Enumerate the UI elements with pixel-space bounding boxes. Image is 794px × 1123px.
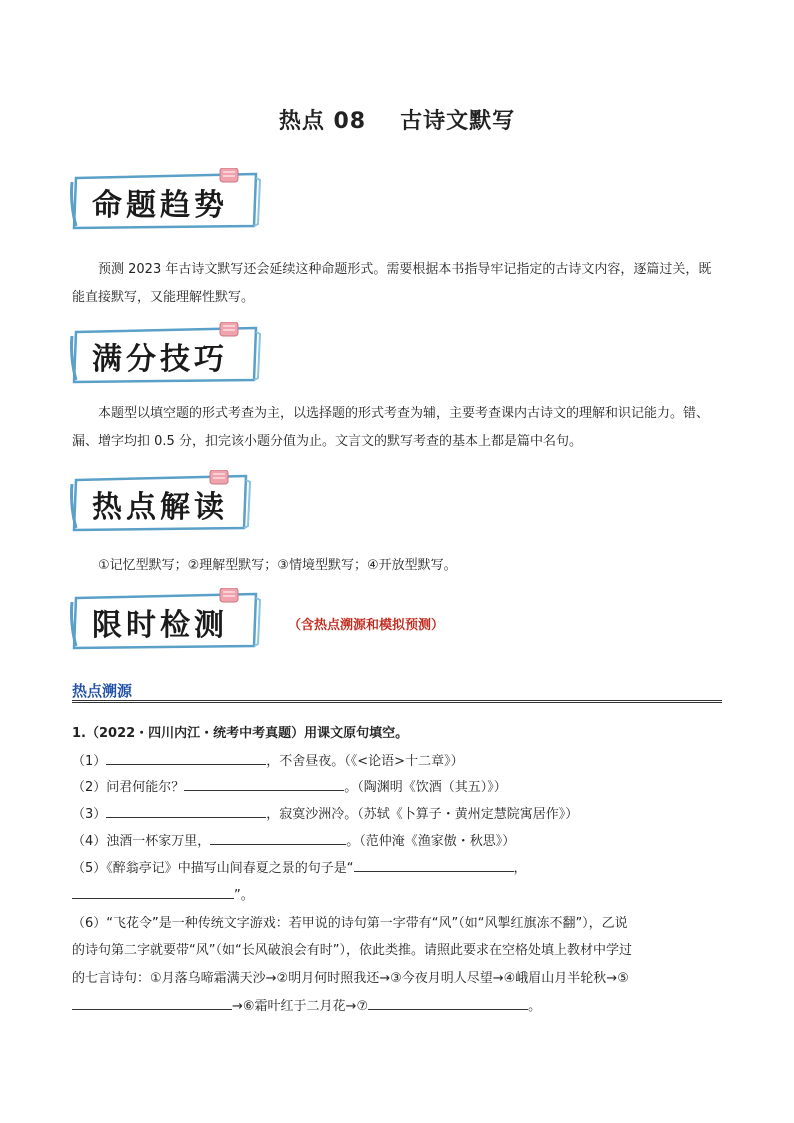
- q5-end: ”。: [234, 888, 254, 903]
- question-item-3: [72, 803, 578, 822]
- test-note: （含热点溯源和模拟预测）: [288, 618, 445, 633]
- q4-suffix: 。（范仲淹《渔家傲・秋思》）: [346, 834, 516, 849]
- q2-prefix: （2）问君何能尔？: [72, 780, 185, 795]
- title-part2: 古诗文默写: [400, 109, 516, 134]
- question-item-4: [72, 830, 515, 849]
- banner-skills: [70, 322, 260, 384]
- banner-test-label: 限时检测: [92, 608, 228, 643]
- question-item-6-line1: （6）“飞花令”是一种传统文字游戏：若甲说的诗句第一字带有“风”（如“风掣红旗冻不翻”），乙说: [72, 916, 628, 931]
- answer-blank[interactable]: [184, 777, 344, 791]
- question-item-6-line3: 的七言诗句：①月落乌啼霜满天沙→②明月何时照我还→③今夜月明人尽望→④峨眉山月半轮秋→⑤: [72, 971, 629, 986]
- section-divider: [72, 700, 722, 703]
- hotspot-text: ①记忆型默写；②理解型默写；③情境型默写；④开放型默写。: [98, 558, 457, 573]
- answer-blank[interactable]: [106, 804, 266, 818]
- banner-skills-label: 满分技巧: [92, 342, 228, 377]
- title-part1: 热点 08: [278, 109, 367, 134]
- banner-hotspot: [70, 470, 260, 532]
- q6-line4-mid: →⑥霜叶红于二月花→⑦: [232, 999, 369, 1014]
- question-item-6-line4: [72, 995, 541, 1014]
- question-item-5: [72, 857, 527, 876]
- question-item-5-cont: [72, 884, 254, 903]
- answer-blank[interactable]: [72, 996, 232, 1010]
- question-item-2: [72, 776, 507, 795]
- q6-line4-end: 。: [528, 999, 542, 1014]
- section-title: 热点溯源: [72, 682, 133, 700]
- trend-paragraph: 预测 2023 年古诗文默写还会延续这种命题形式。需要根据本书指导牢记指定的古诗文内容，逐篇过关，既能直接默写，又能理解性默写。: [72, 262, 712, 305]
- answer-blank[interactable]: [106, 751, 266, 765]
- q5-mid: ，: [513, 861, 527, 876]
- banner-trend-label: 命题趋势: [92, 188, 228, 223]
- answer-blank[interactable]: [210, 831, 346, 845]
- q1-suffix: ，不舍昼夜。（《<论语>十二章》）: [266, 754, 464, 769]
- q4-prefix: （4）浊酒一杯家万里，: [72, 834, 211, 849]
- q3-prefix: （3）: [72, 807, 107, 822]
- banner-test: [70, 588, 260, 650]
- q5-prefix: （5）《醉翁亭记》中描写山间春夏之景的句子是“: [72, 861, 354, 876]
- question-title: 1.（2022・四川内江・统考中考真题）用课文原句填空。: [72, 726, 409, 741]
- q1-prefix: （1）: [72, 754, 107, 769]
- skills-paragraph: 本题型以填空题的形式考查为主，以选择题的形式考查为辅，主要考查课内古诗文的理解和识记能力。错、漏、增字均扣 0.5 分，扣完该小题分值为止。文言文的默写考查的基本上都是篇中名句。: [72, 406, 710, 449]
- question-item-1: [72, 750, 464, 769]
- banner-trend: [70, 168, 260, 230]
- answer-blank[interactable]: [368, 996, 528, 1010]
- page-title: [0, 104, 794, 135]
- question-item-6-line2: 的诗句第二字就要带“风”（如“长风破浪会有时”），依此类推。请照此要求在空格处填上教材中学过: [72, 943, 632, 958]
- banner-hotspot-label: 热点解读: [92, 490, 228, 525]
- q3-suffix: ，寂寞沙洲冷。（苏轼《卜算子・黄州定慧院寓居作》）: [266, 807, 579, 822]
- q2-suffix: 。（陶渊明《饮酒（其五）》）: [344, 780, 507, 795]
- answer-blank[interactable]: [354, 858, 514, 872]
- answer-blank[interactable]: [72, 885, 234, 899]
